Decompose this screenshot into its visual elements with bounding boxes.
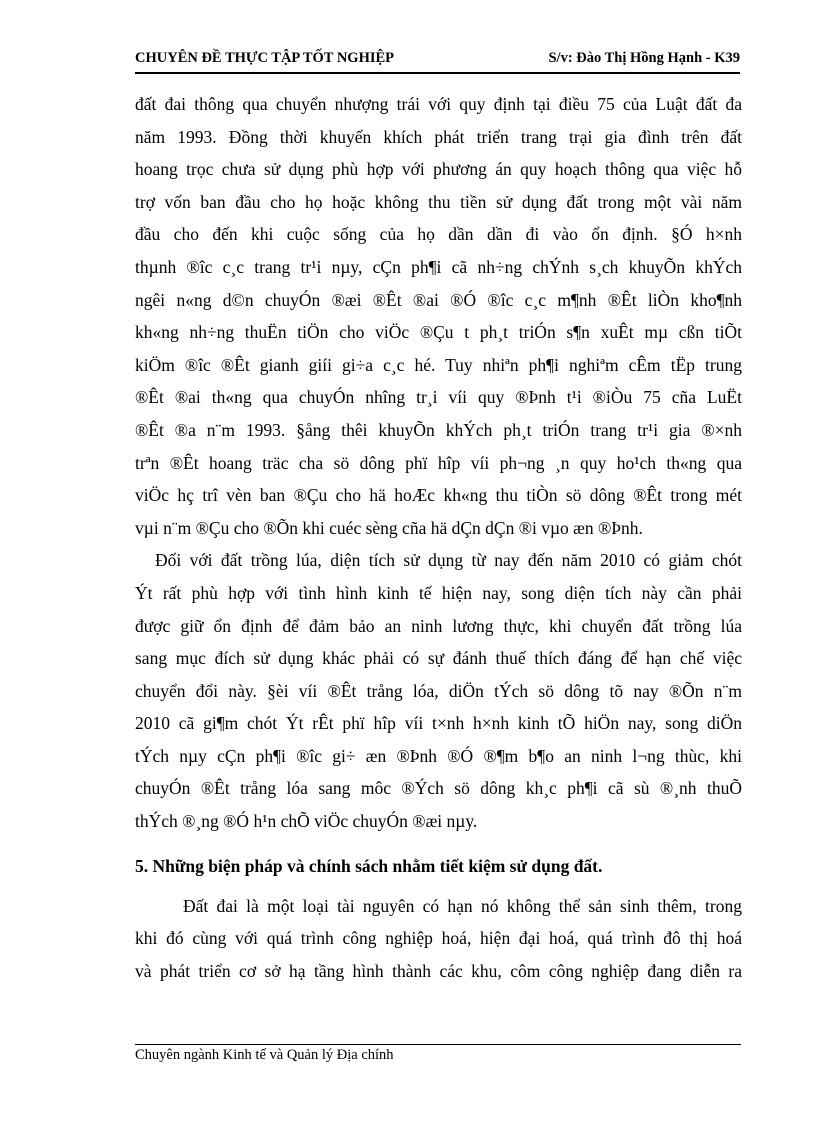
text-line: ngêi n«ng d©n chuyÓn ®æi ®Êt ®ai ®Ó ®îc c¸c m¶nh ®Êt liÒn kho¶nh [135, 289, 742, 310]
text-line: được giữ ổn định để đảm bảo an ninh lương thực, khi chuyển đất trồng lúa [135, 615, 742, 636]
text-line: thµnh ®îc c¸c trang tr¹i nµy, cÇn ph¶i cã nh÷ng chÝnh s¸ch khuyÕn khÝch [135, 256, 742, 277]
section-heading: 5. Những biện pháp và chính sách nhằm tiết kiệm sử dụng đất. [135, 855, 603, 876]
text-line: hoang trọc chưa sử dụng phù hợp với phương án quy hoạch thông qua việc hỗ [135, 159, 742, 180]
paragraph-3 [135, 890, 742, 988]
text-line: sang mục đích sử dụng khác phải có sự đánh thuế thích đáng để hạn chế việc [135, 648, 742, 669]
text-line: Đối với đất trồng lúa, diện tích sử dụng từ nay đến năm 2010 có giảm chót [155, 550, 742, 571]
author-name: S/v: Đào Thị Hồng Hạnh - K39 [548, 50, 740, 66]
document-body [135, 88, 742, 987]
page-header [135, 50, 740, 74]
text-line: trªn ®Êt hoang träc cha sö dông phï hîp víi ph¬ng ¸n quy ho¹ch th«ng qua [135, 452, 742, 473]
text-line: Ýt rất phù hợp với tình hình kinh tế hiện nay, song diện tích này cần phải [135, 582, 742, 603]
text-line: ®Êt ®ai th«ng qua chuyÓn nhîng tr¸i víi quy ®Þnh t¹i ®iÒu 75 cña LuËt [135, 387, 742, 408]
text-line: viÖc hç trî vèn ban ®Çu cho hä hoÆc kh«ng thu tiÒn sö dông ®Êt trong mét [135, 485, 742, 506]
text-line: ®Êt ®a n¨m 1993. §ång thêi khuyÕn khÝch ph¸t triÓn trang tr¹i gia ®×nh [135, 419, 742, 440]
footer-divider [135, 1044, 741, 1045]
text-line: kh«ng nh÷ng thuËn tiÖn cho viÖc ®Çu t ph¸t triÓn s¶n xuÊt mµ cßn tiÕt [135, 322, 742, 343]
paragraph-1 [135, 88, 742, 544]
text-line: đầu cho đến khi cuộc sống của họ dần dần đi vào ổn định. §Ó h×nh [135, 224, 742, 245]
text-line: chuyển đổi này. §èi víi ®Êt trång lóa, diÖn tÝch sö dông tõ nay ®Õn n¨m [135, 680, 742, 701]
text-line: đất đai thông qua chuyển nhượng trái với quy định tại điều 75 của Luật đất đa [135, 94, 742, 114]
text-line: vµi n¨m ®Çu cho ®Õn khi cuéc sèng cña hä dÇn dÇn ®i vµo æn ®Þnh. [135, 517, 643, 538]
text-line: trợ vốn ban đầu cho họ hoặc không thu tiền sử dụng đất trong một vài năm [135, 191, 742, 212]
text-line: tÝch nµy cÇn ph¶i ®îc gi÷ æn ®Þnh ®Ó ®¶m b¶o an ninh l¬ng thùc, khi [135, 745, 742, 766]
page-footer: Chuyên ngành Kinh tế và Quản lý Địa chính [135, 1047, 394, 1063]
paragraph-2 [135, 544, 742, 837]
text-line: chuyÓn ®Êt trång lóa sang môc ®Ých sö dông kh¸c ph¶i cã sù ®¸nh thuÕ [135, 778, 742, 799]
text-line: thÝch ®¸ng ®Ó h¹n chÕ viÖc chuyÓn ®æi nµy. [135, 811, 478, 832]
report-title: CHUYÊN ĐỀ THỰC TẬP TỐT NGHIỆP [135, 50, 395, 66]
text-line: Đất đai là một loại tài nguyên có hạn nó không thể sản sinh thêm, trong [183, 895, 742, 916]
text-line: kiÖm ®îc ®Êt gianh giíi gi÷a c¸c hé. Tuy nhiªn ph¶i nghiªm cÊm tËp trung [135, 354, 742, 375]
text-line: khi đó cùng với quá trình công nghiệp hoá, hiện đại hoá, quá trình đô thị hoá [135, 928, 742, 949]
text-line: 2010 cã gi¶m chót Ýt rÊt phï hîp víi t×nh h×nh kinh tÕ hiÖn nay, song diÖn [135, 713, 742, 734]
text-line: năm 1993. Đồng thời khuyến khích phát triển trang trại gia đình trên đất [135, 126, 742, 147]
text-line: và phát triển cơ sở hạ tầng hình thành các khu, côm công nghiệp đang diễn ra [135, 960, 742, 981]
